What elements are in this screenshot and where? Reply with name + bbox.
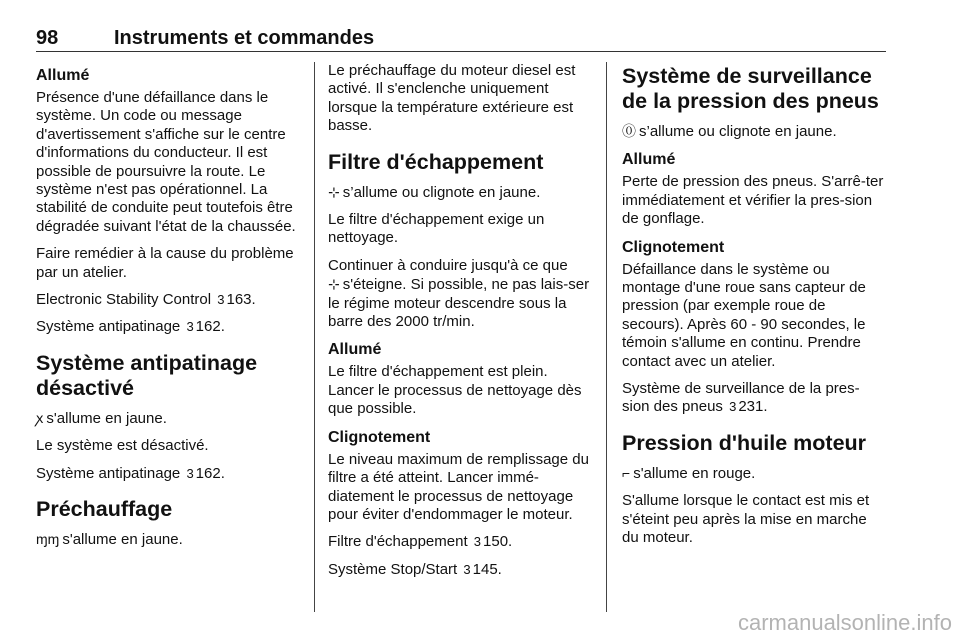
page-ref-arrow-icon: 3 [186, 465, 194, 481]
paragraph: Le filtre d'échappement est plein. Lancer le processus de nettoyage dès que possible. [328, 363, 582, 418]
column-divider [314, 62, 315, 612]
page-ref-arrow-icon: 3 [186, 319, 194, 335]
indicator-line: ⌐ s'allume en rouge. [622, 464, 756, 482]
paragraph: Faire remédier à la cause du problème par un atelier. [36, 245, 294, 281]
column-1 [36, 62, 298, 559]
section-title: Système antipatinage désactivé [36, 350, 258, 400]
tire-pressure-icon: ⓪ [622, 123, 636, 139]
column-divider [606, 62, 607, 612]
subheading-clignotement: Clignotement [622, 238, 725, 256]
subheading-allume: Allumé [36, 67, 90, 84]
paragraph: Le filtre d'échappement exige un nettoyage. [328, 211, 545, 247]
section-title: Pression d'huile moteur [622, 430, 867, 455]
paragraph: S'allume lorsque le contact est mis et s'éteint peu après la mise en marche du moteur. [622, 492, 870, 547]
page-ref-arrow-icon: 3 [473, 534, 482, 550]
paragraph: Présence d'une défaillance dans le système. Un code ou message d'avertissement s'affiche sur le centre d'informations du conducteur. Il est possible de poursuivre la route. Le système n'est pas opérationnel. La stabilité de conduite peut toutefois être dégradée suivant l'état de la chaussée. [36, 89, 296, 235]
column-3 [622, 62, 884, 557]
paragraph: Défaillance dans le système ou montage d'une roue sans capteur de pression (par exemple roue de secours). Après 60 - 90 secondes, le témoin s'allume en continu. Prendre contact avec un atelier. [622, 260, 866, 370]
subheading-allume: Allumé [328, 341, 382, 359]
section-title: Préchauffage [36, 497, 173, 522]
paragraph: Perte de pression des pneus. S'arrê-ter immédiatement et vérifier la pres-sion de gonflage. [622, 173, 884, 228]
page-number: 98 [36, 27, 59, 49]
cross-reference: Système antipatinage 3 162. [36, 464, 225, 482]
exhaust-filter-icon: ⊹ [328, 276, 340, 293]
paragraph: Continuer à conduire jusqu'à ce que ⊹ s'éteigne. Si possible, ne pas lais-ser le régime moteur descendre sous la barre des 2000 tr/min. [328, 256, 590, 331]
page-ref-arrow-icon: 3 [729, 399, 737, 415]
column-2 [328, 62, 592, 588]
watermark: carmanualsonline.info [737, 610, 952, 635]
oil-pressure-icon: ⌐ [622, 464, 631, 481]
cross-reference: Filtre d'échappement 3 150. [328, 533, 513, 551]
paragraph: Le système est désactivé. [36, 437, 209, 455]
indicator-line: ⊹ s’allume ou clignote en jaune. [328, 183, 541, 201]
chapter-title: Instruments et commandes [114, 27, 375, 49]
indicator-line: ⓪ s’allume ou clignote en jaune. [622, 123, 837, 140]
cross-reference: Système Stop/Start 3 145. [328, 560, 502, 578]
cross-reference: Système antipatinage 3 162. [36, 318, 225, 336]
exhaust-filter-icon: ⊹ [328, 183, 340, 200]
page-ref-arrow-icon: 3 [463, 561, 471, 577]
paragraph: Le préchauffage du moteur diesel est activé. Il s'enclenche uniquement lorsque la température extérieure est basse. [328, 62, 576, 135]
subheading-clignotement: Clignotement [328, 428, 431, 446]
indicator-line: ɱɱ s'allume en jaune. [36, 531, 183, 549]
page-ref-arrow-icon: 3 [217, 292, 225, 308]
cross-reference: Système de surveillance de la pres-sion des pneus 3 231. [622, 380, 860, 416]
glow-plug-icon: ɱɱ [36, 531, 60, 548]
header-divider [36, 51, 886, 52]
section-title: Filtre d'échappement [328, 149, 544, 174]
section-title: Système de surveillance de la pression des pneus [622, 64, 879, 113]
paragraph: Le niveau maximum de remplissage du filtre a été atteint. Lancer immé-diatement le processus de nettoyage pour éviter d'endommager le moteur. [328, 450, 589, 523]
indicator-line: ꭗ s'allume en jaune. [36, 409, 167, 427]
cross-reference: Electronic Stability Control 3 163. [36, 291, 256, 309]
traction-off-icon: ꭗ [36, 409, 44, 426]
subheading-allume: Allumé [622, 151, 676, 169]
